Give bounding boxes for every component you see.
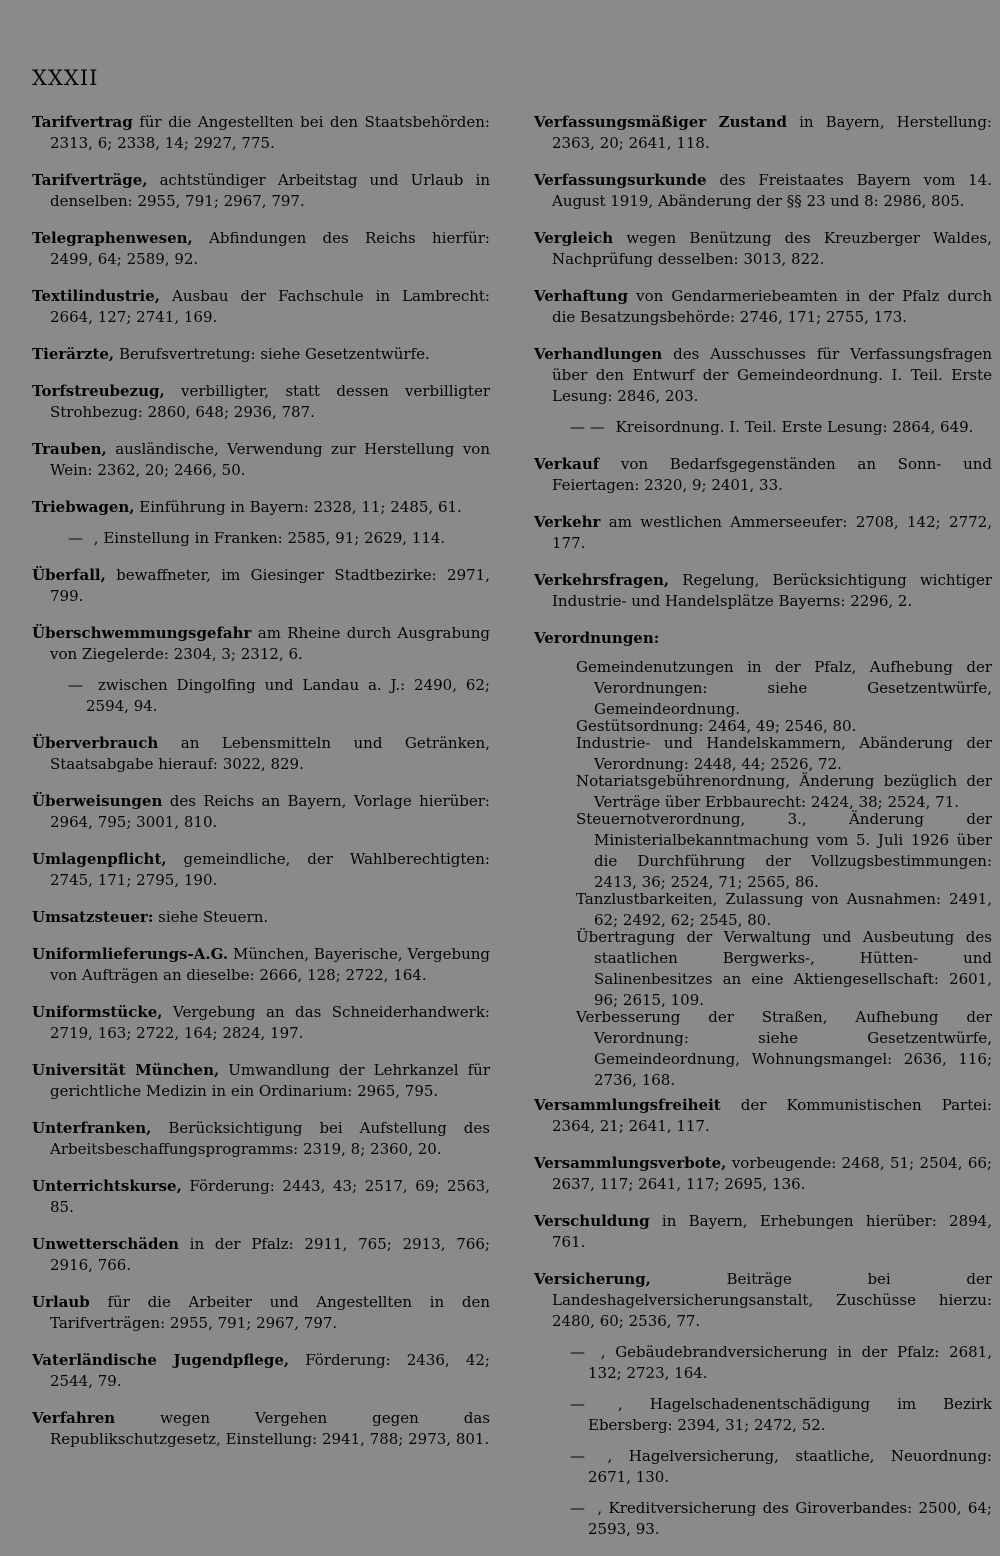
index-entry <box>32 286 490 328</box>
index-entry <box>534 112 992 154</box>
entry-text: ausländische, Verwendung zur Herstellung von Wein: 2362, 20; 2466, 50. <box>50 440 490 479</box>
right-column <box>534 112 992 1556</box>
index-entry <box>32 565 490 607</box>
entry-heading: Tierärzte, <box>32 345 115 363</box>
entry-heading: Umsatzsteuer: <box>32 908 154 926</box>
index-subentry: Verbesserung der Straßen, Aufhebung der Verordnung: siehe Gesetzentwürfe, Gemeindeordnung, Wohnungsmangel: 2636, 116; 2736, 168. <box>576 1008 992 1089</box>
entry-heading: Unwetterschäden <box>32 1235 179 1253</box>
entry-text: Umwandlung der Lehrkanzel für gerichtliche Medizin in ein Ordinarium: 2965, 795. <box>50 1061 490 1100</box>
index-entry <box>32 733 490 775</box>
entry-text: in Bayern, Herstellung: 2363, 20; 2641, 118. <box>552 113 992 152</box>
entry-text: , Kreditversicherung des Giroverbandes: 2500, 64; 2593, 93. <box>588 1499 992 1538</box>
entry-text: Förderung: 2436, 42; 2544, 79. <box>50 1351 490 1390</box>
entry-heading: Verordnungen: <box>534 629 660 647</box>
entry-heading: Verkehrsfragen, <box>534 571 670 589</box>
entry-text: Berufsvertretung: siehe Gesetzentwürfe. <box>118 345 430 363</box>
index-entry <box>534 1095 992 1137</box>
index-entry <box>32 1002 490 1044</box>
index-entry <box>32 1408 490 1450</box>
index-subentry: Übertragung der Verwaltung und Ausbeutung des staatlichen Bergwerks-, Hütten- und Salinenbesitzes an eine Aktiengesellschaft: 2601, 96; 2615, 109. <box>576 928 992 1009</box>
entry-heading: Verschuldung <box>534 1212 650 1230</box>
entry-text: in der Pfalz: 2911, 765; 2913, 766; 2916, 766. <box>50 1235 490 1274</box>
entry-text: zwischen Dingolfing und Landau a. J.: 2490, 62; 2594, 94. <box>86 676 490 715</box>
index-entry <box>534 454 992 496</box>
entry-text: für die Arbeiter und Angestellten in den Tarifverträgen: 2955, 791; 2967, 797. <box>50 1293 490 1332</box>
index-entry <box>32 1234 490 1276</box>
entry-heading: Torfstreubezug, <box>32 382 165 400</box>
entry-text: am Rheine durch Ausgrabung von Ziegelerde: 2304, 3; 2312, 6. <box>50 624 490 663</box>
entry-text: siehe Steuern. <box>158 908 269 926</box>
entry-text: am westlichen Ammerseeufer: 2708, 142; 2772, 177. <box>552 513 992 552</box>
entry-heading: Triebwagen, <box>32 498 135 516</box>
entry-text: des Freistaates Bayern vom 14. August 1919, Abänderung der §§ 23 und 8: 2986, 805. <box>552 171 992 210</box>
index-entry <box>32 1292 490 1334</box>
entry-dash: — — <box>570 418 605 436</box>
entry-text: für die Angestellten bei den Staatsbehörden: 2313, 6; 2338, 14; 2927, 775. <box>50 113 490 152</box>
entry-text: von Gendarmeriebeamten in der Pfalz durch die Besatzungsbehörde: 2746, 171; 2755, 173. <box>552 287 992 326</box>
index-subentry: Tanzlustbarkeiten, Zulassung von Ausnahmen: 2491, 62; 2492, 62; 2545, 80. <box>576 890 992 929</box>
index-entry <box>534 286 992 328</box>
entry-heading: Versammlungsfreiheit <box>534 1096 721 1114</box>
index-entry <box>32 1350 490 1392</box>
index-subentry: Steuernotverordnung, 3., Änderung der Ministerialbekanntmachung vom 5. Juli 1926 über die Durchführung der Vollzugsbestimmungen: 2413, 36; 2524, 71; 2565, 86. <box>576 810 992 891</box>
entry-text: achtstündiger Arbeitstag und Urlaub in denselben: 2955, 791; 2967, 797. <box>50 171 490 210</box>
entry-heading: Überweisungen <box>32 792 163 810</box>
entry-heading: Vaterländische Jugendpflege, <box>32 1351 290 1369</box>
entry-heading: Unterrichtskurse, <box>32 1177 182 1195</box>
entry-text: , Einstellung in Franken: 2585, 91; 2629, 114. <box>93 529 446 547</box>
entry-heading: Verkehr <box>534 513 601 531</box>
entry-text: , Hagelschadenentschädigung im Bezirk Ebersberg: 2394, 31; 2472, 52. <box>588 1395 992 1434</box>
entry-dash: — <box>570 1343 585 1361</box>
index-entry <box>32 344 490 365</box>
entry-text: an Lebensmitteln und Getränken, Staatsabgabe hierauf: 3022, 829. <box>50 734 490 773</box>
entry-heading: Überfall, <box>32 566 106 584</box>
index-entry <box>32 944 490 986</box>
entry-text: Berücksichtigung bei Aufstellung des Arbeitsbeschaffungsprogramms: 2319, 8; 2360, 20. <box>50 1119 490 1158</box>
index-entry <box>32 170 490 212</box>
index-entry <box>32 675 490 717</box>
entry-text: des Reichs an Bayern, Vorlage hierüber: 2964, 795; 3001, 810. <box>50 792 490 831</box>
entry-heading: Tarifvertrag <box>32 113 133 131</box>
index-entry <box>32 228 490 270</box>
entry-text: , Gebäudebrandversicherung in der Pfalz: 2681, 132; 2723, 164. <box>588 1343 992 1382</box>
entry-text: Ausbau der Fachschule in Lambrecht: 2664, 127; 2741, 169. <box>50 287 490 326</box>
entry-dash: — <box>570 1395 585 1413</box>
index-subentry: Notariatsgebührenordnung, Änderung bezüglich der Verträge über Erbbaurecht: 2424, 38; 2524, 71. <box>576 772 992 811</box>
entry-text: Förderung: 2443, 43; 2517, 69; 2563, 85. <box>50 1177 490 1216</box>
index-subentry: Industrie- und Handelskammern, Abänderung der Verordnung: 2448, 44; 2526, 72. <box>576 734 992 773</box>
index-entry <box>32 849 490 891</box>
entry-heading: Urlaub <box>32 1293 90 1311</box>
entry-heading: Telegraphenwesen, <box>32 229 193 247</box>
entry-text: in Bayern, Erhebungen hierüber: 2894, 761. <box>552 1212 992 1251</box>
entry-dash: — <box>68 529 83 547</box>
index-entry <box>534 170 992 212</box>
index-entry <box>534 228 992 270</box>
entry-dash: — <box>570 1499 585 1517</box>
index-entry <box>534 628 992 649</box>
entry-text: gemeindliche, der Wahlberechtigten: 2745, 171; 2795, 190. <box>50 850 490 889</box>
entry-heading: Verfassungsurkunde <box>534 171 707 189</box>
entry-heading: Trauben, <box>32 440 107 458</box>
index-entry <box>534 1498 992 1540</box>
left-column <box>32 112 490 1466</box>
index-entry <box>32 1060 490 1102</box>
entry-dash: — <box>68 676 83 694</box>
entry-heading: Vergleich <box>534 229 614 247</box>
entry-heading: Verhandlungen <box>534 345 663 363</box>
entry-text: Vergebung an das Schneiderhandwerk: 2719, 163; 2722, 164; 2824, 197. <box>50 1003 490 1042</box>
index-entry <box>534 570 992 612</box>
index-entry <box>534 512 992 554</box>
entry-text: Beiträge bei der Landeshagelversicherungsanstalt, Zuschüsse hierzu: 2480, 60; 2536, 77. <box>552 1270 992 1330</box>
entry-heading: Tarifverträge, <box>32 171 148 189</box>
index-entry <box>32 112 490 154</box>
index-entry <box>32 623 490 665</box>
entry-text: von Bedarfsgegenständen an Sonn- und Feiertagen: 2320, 9; 2401, 33. <box>552 455 992 494</box>
entry-text: Abfindungen des Reichs hierfür: 2499, 64; 2589, 92. <box>50 229 490 268</box>
entry-heading: Uniformlieferungs-A.G. <box>32 945 229 963</box>
entry-heading: Uniformstücke, <box>32 1003 163 1021</box>
entry-text: Einführung in Bayern: 2328, 11; 2485, 61. <box>139 498 462 516</box>
index-entry <box>32 907 490 928</box>
entry-heading: Verhaftung <box>534 287 629 305</box>
entry-heading: Versammlungsverbote, <box>534 1154 727 1172</box>
entry-heading: Textilindustrie, <box>32 287 160 305</box>
entry-dash: — <box>570 1447 585 1465</box>
entry-text: der Kommunistischen Partei: 2364, 21; 2641, 117. <box>552 1096 992 1135</box>
entry-heading: Verkauf <box>534 455 600 473</box>
entry-heading: Verfahren <box>32 1409 116 1427</box>
index-entry <box>32 381 490 423</box>
index-entry <box>534 1394 992 1436</box>
entry-text: wegen Benützung des Kreuzberger Waldes, Nachprüfung desselben: 3013, 822. <box>552 229 992 268</box>
index-entry <box>32 1176 490 1218</box>
entry-heading: Unterfranken, <box>32 1119 152 1137</box>
index-entry <box>32 791 490 833</box>
index-entry <box>534 1342 992 1384</box>
page-number: XXXII <box>32 66 99 90</box>
index-entry <box>32 497 490 518</box>
index-entry <box>534 417 992 438</box>
index-entry <box>32 1118 490 1160</box>
entry-text: wegen Vergehen gegen das Republikschutzgesetz, Einstellung: 2941, 788; 2973, 801. <box>50 1409 490 1448</box>
entry-text: Regelung, Berücksichtigung wichtiger Industrie- und Handelsplätze Bayerns: 2296, 2. <box>552 571 992 610</box>
index-entry <box>32 439 490 481</box>
index-subentry: Gestütsordnung: 2464, 49; 2546, 80. <box>576 717 857 735</box>
index-entry <box>534 1153 992 1195</box>
entry-text: bewaffneter, im Giesinger Stadtbezirke: 2971, 799. <box>50 566 490 605</box>
index-entry <box>534 1446 992 1488</box>
entry-text: Kreisordnung. I. Teil. Erste Lesung: 2864, 649. <box>615 418 974 436</box>
entry-text: des Ausschusses für Verfassungsfragen über den Entwurf der Gemeindeordnung. I. Teil. Erste Lesung: 2846, 203. <box>552 345 992 405</box>
entry-heading: Versicherung, <box>534 1270 651 1288</box>
entry-text: vorbeugende: 2468, 51; 2504, 66; 2637, 117; 2641, 117; 2695, 136. <box>552 1154 992 1193</box>
entry-heading: Überschwemmungsgefahr <box>32 624 252 642</box>
entry-text: , Hagelversicherung, staatliche, Neuordnung: 2671, 130. <box>588 1447 992 1486</box>
entry-text: München, Bayerische, Vergebung von Aufträgen an dieselbe: 2666, 128; 2722, 164. <box>50 945 490 984</box>
index-entry <box>534 344 992 407</box>
entry-heading: Universität München, <box>32 1061 220 1079</box>
entry-heading: Überverbrauch <box>32 734 159 752</box>
index-entry <box>32 528 490 549</box>
index-subentry: Gemeindenutzungen in der Pfalz, Aufhebung der Verordnungen: siehe Gesetzentwürfe, Gemeindeordnung. <box>576 658 992 718</box>
entry-text: verbilligter, statt dessen verbilligter Strohbezug: 2860, 648; 2936, 787. <box>50 382 490 421</box>
index-entry <box>534 1269 992 1332</box>
entry-heading: Umlagenpflicht, <box>32 850 167 868</box>
entry-heading: Verfassungsmäßiger Zustand <box>534 113 788 131</box>
index-entry <box>534 1211 992 1253</box>
